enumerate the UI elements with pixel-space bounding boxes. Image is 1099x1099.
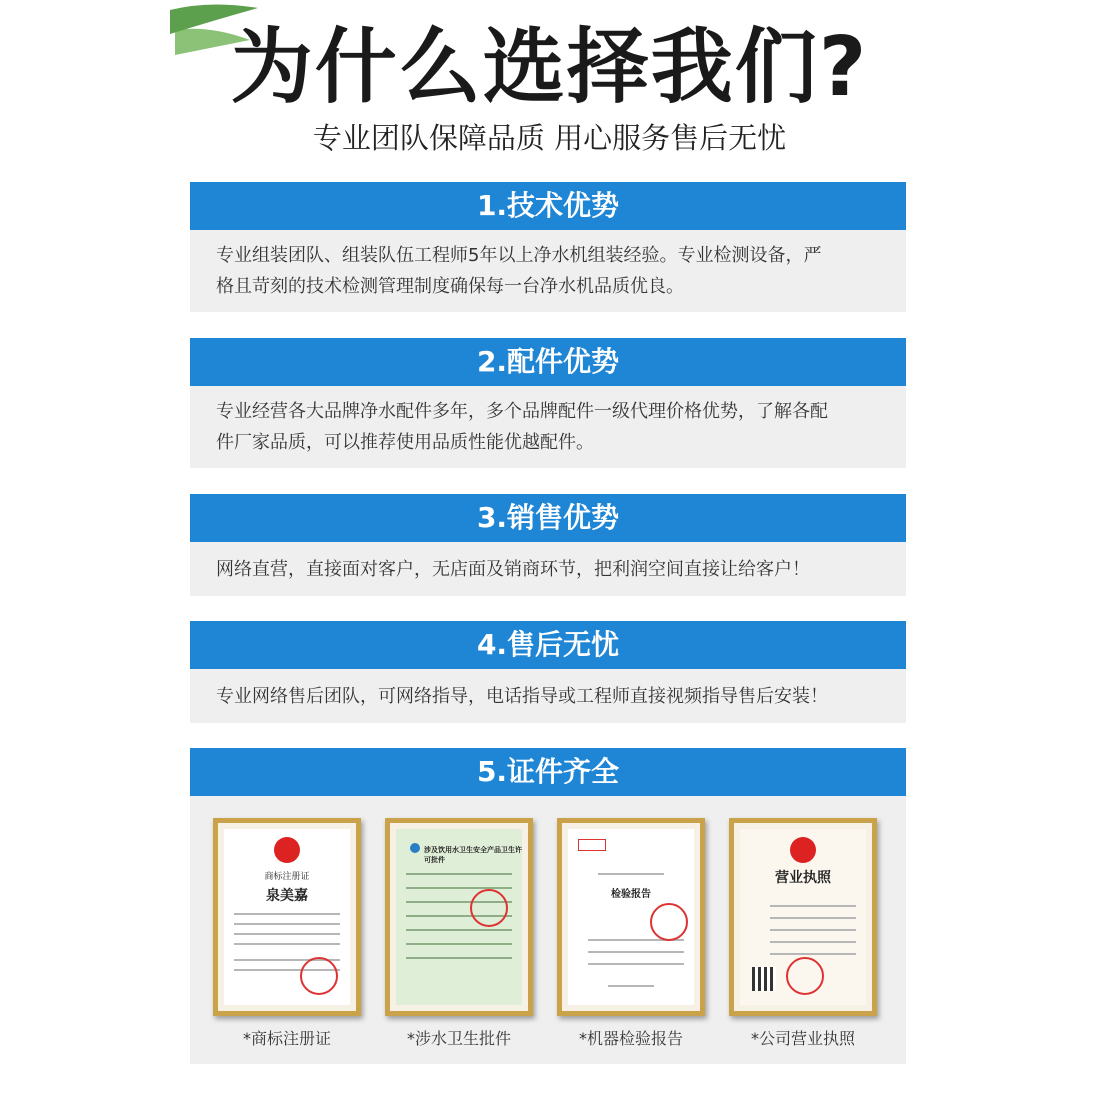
page-title: 为什么选择我们?	[230, 20, 869, 115]
section-line: 网络直营，直接面对客户，无店面及销商环节，把利润空间直接让给客户！	[216, 559, 810, 580]
text-line	[770, 917, 856, 919]
section-line: 专业组装团队、组装队伍工程师5年以上净水机组装经验。专业检测设备，严	[216, 245, 822, 266]
section-body	[190, 542, 906, 585]
document-brand-name: 泉美嘉	[266, 888, 308, 904]
national-emblem-icon	[790, 837, 816, 863]
qr-code-icon	[752, 967, 776, 991]
certificate-frame	[729, 818, 877, 1016]
section-tech-advantage	[190, 182, 906, 312]
certificate-business-license	[729, 818, 877, 1049]
cma-logo-icon	[578, 839, 606, 851]
text-line	[234, 913, 340, 915]
text-line	[770, 905, 856, 907]
text-line	[406, 957, 512, 959]
certificate-paper	[224, 829, 350, 1005]
section-heading: 3.销售优势	[190, 494, 906, 542]
section-heading: 2.配件优势	[190, 338, 906, 386]
section-line: 专业网络售后团队，可网络指导，电话指导或工程师直接视频指导售后安装！	[216, 686, 828, 707]
section-after-sales	[190, 621, 906, 723]
stamp-seal-icon	[650, 903, 688, 941]
certificate-caption: *公司营业执照	[750, 1029, 855, 1048]
section-line: 专业经营各大品牌净水配件多年，多个品牌配件一级代理价格优势，了解各配	[216, 401, 828, 422]
stamp-seal-icon	[786, 957, 824, 995]
section-heading: 5.证件齐全	[190, 748, 906, 796]
certificate-frame	[385, 818, 533, 1016]
section-line: 件厂家品质，可以推荐使用品质性能优越配件。	[216, 432, 594, 453]
text-line	[406, 929, 512, 931]
section-line: 格且苛刻的技术检测管理制度确保每一台净水机品质优良。	[216, 276, 684, 297]
page-subtitle: 专业团队保障品质 用心服务售后无忧	[312, 121, 787, 155]
certificate-caption: *机器检验报告	[578, 1029, 683, 1048]
text-line	[608, 985, 654, 987]
certificate-hygiene-permit	[385, 818, 533, 1049]
text-line	[406, 943, 512, 945]
text-line	[588, 963, 684, 965]
section-certificates	[190, 748, 906, 1064]
section-body	[190, 669, 906, 712]
section-parts-advantage	[190, 338, 906, 468]
document-title: 检验报告	[611, 889, 651, 900]
stamp-seal-icon	[470, 889, 508, 927]
certificate-frame	[557, 818, 705, 1016]
text-line	[770, 929, 856, 931]
text-line	[406, 887, 512, 889]
section-body	[190, 230, 906, 302]
document-title: 商标注册证	[264, 872, 310, 882]
national-emblem-icon	[274, 837, 300, 863]
logo-icon	[410, 843, 420, 853]
text-line	[598, 873, 664, 875]
section-sales-advantage	[190, 494, 906, 596]
text-line	[234, 943, 340, 945]
text-line	[770, 953, 856, 955]
certificate-caption: *商标注册证	[242, 1029, 331, 1048]
stamp-seal-icon	[300, 957, 338, 995]
section-heading: 1.技术优势	[190, 182, 906, 230]
document-title: 涉及饮用水卫生安全产品卫生许可批件	[424, 845, 522, 864]
text-line	[406, 873, 512, 875]
text-line	[234, 933, 340, 935]
text-line	[770, 941, 856, 943]
certificate-trademark	[213, 818, 361, 1049]
certificate-paper	[396, 829, 522, 1005]
certificate-paper	[568, 829, 694, 1005]
certificate-paper	[740, 829, 866, 1005]
certificate-frame	[213, 818, 361, 1016]
section-heading: 4.售后无忧	[190, 621, 906, 669]
certificate-caption: *涉水卫生批件	[406, 1029, 511, 1048]
section-body	[190, 386, 906, 458]
certificate-inspection-report	[557, 818, 705, 1049]
certificate-gallery	[213, 818, 893, 1048]
text-line	[234, 923, 340, 925]
text-line	[588, 951, 684, 953]
document-title: 营业执照	[775, 870, 831, 886]
